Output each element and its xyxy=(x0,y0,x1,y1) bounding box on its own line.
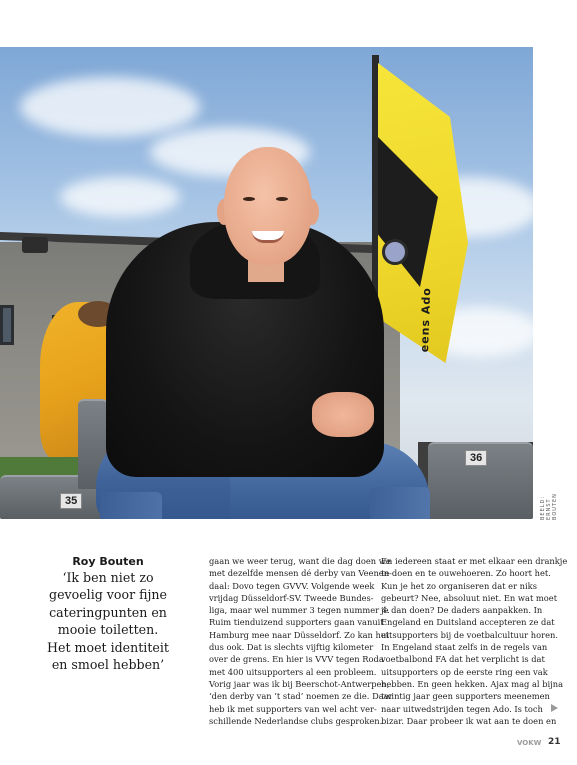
text-line: heb ik met supporters van wel acht ver- xyxy=(209,703,377,714)
text-line: hebben. En geen hekken. Ajax mag al bijna xyxy=(381,678,564,689)
quote-line: Het moet identiteit xyxy=(47,639,169,655)
quote-line: mooie toiletten. xyxy=(57,622,159,638)
text-line: dus ook. Dat is slechts vijftig kilometer xyxy=(209,642,374,653)
text-line: En iedereen staat er met elkaar een drankje xyxy=(381,556,568,566)
text-line: uitsupporters op de eerste ring een vak xyxy=(381,666,548,677)
flag-text: eens Ado xyxy=(418,286,434,353)
text-line: gaan we weer terug, want die dag doen we xyxy=(209,556,391,566)
text-line: naar uitwedstrijden tegen Ado. Is toch xyxy=(381,703,543,714)
continue-arrow-icon xyxy=(551,704,558,712)
text-line: je dan doen? De daders aanpakken. In xyxy=(381,605,543,616)
text-line: Vorig jaar was ik bij Beerschot-Antwerpen, xyxy=(209,678,390,689)
text-line: Kun je het zo organiseren dat er niks xyxy=(381,580,537,591)
feature-photo xyxy=(0,47,533,519)
text-line: te doen en te ouwehoeren. Zo hoort het. xyxy=(381,568,551,579)
text-line: over de grens. En hier is VVV tegen Roda xyxy=(209,654,384,665)
magazine-logo: VOKW xyxy=(517,739,542,747)
quote-line: en smoel hebben’ xyxy=(51,657,165,673)
body-column-2 xyxy=(381,555,568,727)
text-line: voetbalbond FA dat het verplicht is dat xyxy=(381,654,545,665)
seat-number: 36 xyxy=(465,450,487,466)
text-line: Engeland en Duitsland accepteren ze dat xyxy=(381,617,555,628)
floodlight-icon xyxy=(22,237,48,253)
text-line: In Engeland staat zelfs in de regels van xyxy=(381,642,548,653)
text-line: schillende Nederlandse clubs gesproken. xyxy=(209,715,383,726)
text-line: met 400 uitsupporters al een probleem. xyxy=(209,666,377,677)
text-line: vrijdag Düsseldorf-SV. Tweede Bundes- xyxy=(209,592,374,603)
text-line: uitsupporters bij de voetbalcultuur horen. xyxy=(381,629,558,640)
text-line: ‘den derby van ’t stad’ noemen ze die. Daar xyxy=(209,691,393,702)
pull-quote xyxy=(38,555,178,673)
quote-line: gevoelig voor fijne xyxy=(49,587,167,603)
text-line: Hamburg mee naar Düsseldorf. Zo kan het xyxy=(209,629,390,640)
page-number: 21 xyxy=(548,737,561,747)
seat-number: 35 xyxy=(60,493,82,509)
text-line: gebeurt? Nee, absoluut niet. En wat moet xyxy=(381,592,558,603)
quote-line: cateringpunten en xyxy=(49,604,167,620)
text-line: liga, maar wel nummer 3 tegen nummer 4. xyxy=(209,605,390,616)
football-icon xyxy=(382,239,408,265)
text-line: twintig jaar geen supporters meenemen xyxy=(381,691,550,702)
body-column-1 xyxy=(209,555,393,727)
text-line: Ruim tienduizend supporters gaan vanuit xyxy=(209,617,384,628)
clasped-hands xyxy=(312,392,374,437)
text-line: daal: Dovo tegen GVVV. Volgende week xyxy=(209,580,375,591)
text-line: bizar. Daar probeer ik wat aan te doen en xyxy=(381,715,557,726)
text-line: met dezelfde mensen dé derby van Veenen- xyxy=(209,568,392,579)
quote-author: Roy Bouten xyxy=(72,555,144,568)
person-face xyxy=(224,147,312,265)
photo-credit: BEELD: ERNST BOUTEN xyxy=(540,493,558,520)
quote-line: ‘Ik ben niet zo xyxy=(62,570,154,585)
